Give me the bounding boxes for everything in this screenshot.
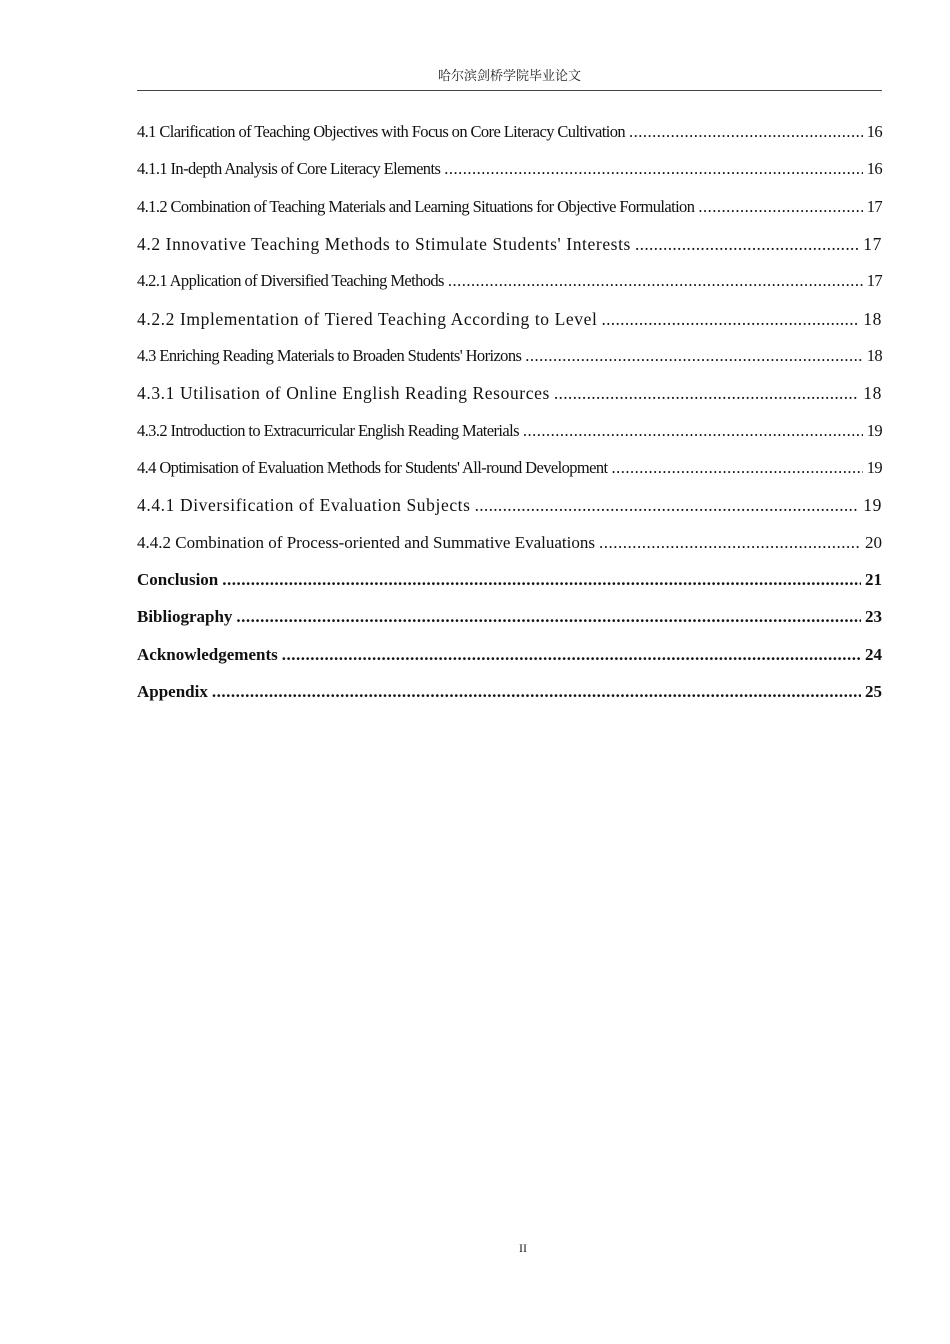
header-title: 哈尔滨剑桥学院毕业论文 bbox=[437, 68, 581, 83]
toc-dot-leader bbox=[222, 566, 861, 594]
toc-entry-title: Appendix bbox=[137, 682, 208, 702]
toc-dot-leader bbox=[236, 603, 861, 631]
toc-dot-leader bbox=[554, 379, 859, 407]
toc-dot-leader bbox=[523, 417, 863, 445]
toc-entry-page: 18 bbox=[863, 308, 882, 329]
toc-entry-page: 16 bbox=[866, 122, 882, 141]
toc-dot-leader bbox=[475, 491, 860, 519]
toc-entry-page: 17 bbox=[866, 196, 882, 216]
toc-entry-page: 18 bbox=[866, 346, 882, 366]
toc-entry-page: 16 bbox=[866, 159, 882, 179]
toc-entry-title: 4.1 Clarification of Teaching Objectives with Focus on Core Literacy Cultivation bbox=[137, 122, 626, 141]
toc-entry[interactable] bbox=[137, 305, 882, 342]
toc-entry[interactable] bbox=[137, 566, 882, 603]
toc-dot-leader bbox=[448, 267, 863, 295]
page-header bbox=[137, 66, 882, 91]
toc-entry[interactable] bbox=[137, 342, 882, 379]
toc-entry[interactable] bbox=[137, 417, 882, 454]
toc-entry[interactable] bbox=[137, 641, 882, 678]
page-footer bbox=[0, 1241, 950, 1256]
toc-entry-title: 4.4 Optimisation of Evaluation Methods for Students' All-round Development bbox=[137, 458, 608, 478]
toc-entry-title: 4.2.2 Implementation of Tiered Teaching According to Level bbox=[137, 308, 598, 329]
toc-entry-title: Acknowledgements bbox=[137, 644, 278, 664]
toc-entry-title: 4.3.1 Utilisation of Online English Reading Resources bbox=[137, 383, 550, 404]
toc-entry-page: 19 bbox=[863, 495, 882, 516]
toc-entry-page: 17 bbox=[866, 271, 882, 291]
toc-dot-leader bbox=[212, 678, 861, 706]
toc-entry-page: 19 bbox=[866, 420, 882, 440]
toc-dot-leader bbox=[525, 342, 862, 370]
toc-entry[interactable] bbox=[137, 118, 882, 155]
toc-entry-page: 18 bbox=[863, 383, 882, 404]
toc-dot-leader bbox=[282, 641, 861, 669]
toc-dot-leader bbox=[601, 305, 859, 333]
toc-entry-title: 4.2.1 Application of Diversified Teaching Methods bbox=[137, 271, 444, 291]
toc-entry-title: 4.2 Innovative Teaching Methods to Stimulate Students' Interests bbox=[137, 234, 631, 255]
toc-dot-leader bbox=[444, 155, 862, 183]
toc-entry-title: 4.4.1 Diversification of Evaluation Subjects bbox=[137, 495, 471, 516]
toc-entry-title: Conclusion bbox=[137, 570, 219, 590]
toc-dot-leader bbox=[611, 454, 862, 482]
toc-entry-title: 4.1.1 In-depth Analysis of Core Literacy Elements bbox=[137, 159, 441, 179]
toc-entry[interactable] bbox=[137, 678, 882, 715]
toc-dot-leader bbox=[698, 193, 862, 221]
toc-entry[interactable] bbox=[137, 193, 882, 230]
toc-dot-leader bbox=[599, 529, 861, 557]
toc-entry-page: 20 bbox=[865, 532, 882, 552]
toc-entry[interactable] bbox=[137, 230, 882, 267]
toc-entry[interactable] bbox=[137, 379, 882, 416]
toc-entry-page: 24 bbox=[865, 644, 882, 664]
toc-entry[interactable] bbox=[137, 603, 882, 640]
toc-entry-page: 25 bbox=[865, 682, 882, 702]
toc-entry-page: 21 bbox=[865, 570, 882, 590]
toc-dot-leader bbox=[629, 118, 863, 146]
toc-entry[interactable] bbox=[137, 529, 882, 566]
toc-entry-title: 4.4.2 Combination of Process-oriented and Summative Evaluations bbox=[137, 532, 595, 552]
toc-entry-title: 4.3.2 Introduction to Extracurricular English Reading Materials bbox=[137, 420, 519, 440]
toc-entry-page: 23 bbox=[865, 607, 882, 627]
toc-entry[interactable] bbox=[137, 454, 882, 491]
toc-entry[interactable] bbox=[137, 267, 882, 304]
toc-entry[interactable] bbox=[137, 491, 882, 528]
toc-entry-title: Bibliography bbox=[137, 607, 233, 627]
toc-dot-leader bbox=[635, 230, 859, 258]
page-number: II bbox=[519, 1241, 527, 1255]
toc-entry-title: 4.1.2 Combination of Teaching Materials and Learning Situations for Objective Formulation bbox=[137, 196, 695, 216]
toc-entry-title: 4.3 Enriching Reading Materials to Broaden Students' Horizons bbox=[137, 346, 522, 366]
table-of-contents bbox=[137, 118, 882, 716]
toc-entry-page: 19 bbox=[866, 458, 882, 478]
toc-entry-page: 17 bbox=[863, 234, 882, 255]
toc-entry[interactable] bbox=[137, 155, 882, 192]
